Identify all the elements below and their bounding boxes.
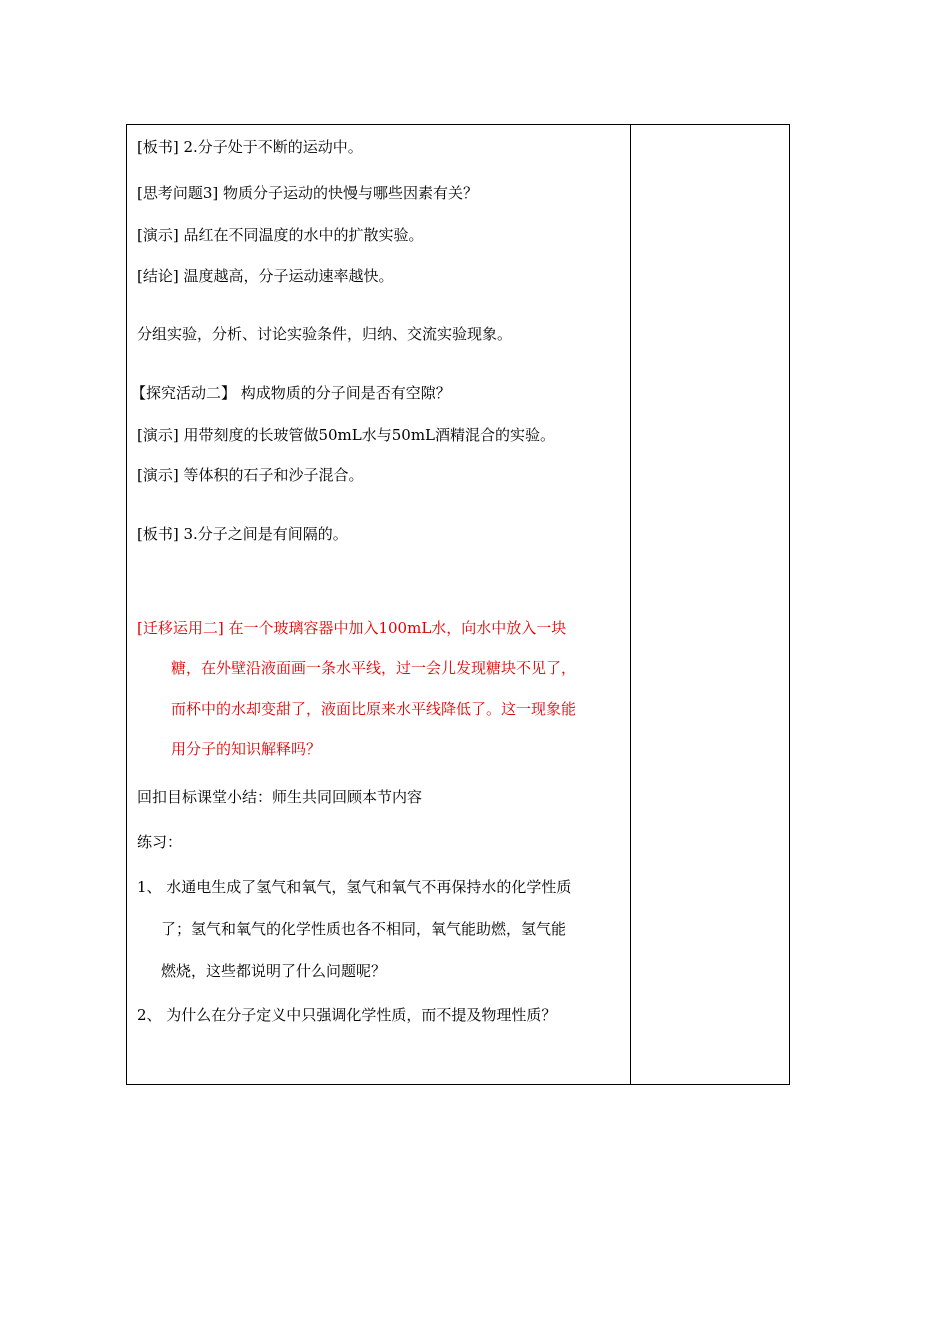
text-line: [板书] 2.分子处于不断的运动中。 bbox=[137, 138, 363, 156]
question-1-line: 燃烧，这些都说明了什么问题呢？ bbox=[161, 962, 387, 980]
column-divider bbox=[630, 125, 631, 1084]
summary-line: 回扣目标课堂小结：师生共同回顾本节内容 bbox=[137, 788, 423, 806]
text-line: [演示] 用带刻度的长玻管做50mL水与50mL酒精混合的实验。 bbox=[137, 426, 556, 444]
lesson-table bbox=[126, 124, 790, 1085]
transfer-line: 用分子的知识解释吗？ bbox=[171, 740, 322, 758]
transfer-line: [迁移运用二] 在一个玻璃容器中加入100mL水，向水中放入一块 bbox=[137, 619, 567, 637]
text-line: 【探究活动二】 构成物质的分子间是否有空隙？ bbox=[131, 384, 451, 402]
question-1-line: 1、 水通电生成了氢气和氧气，氢气和氧气不再保持水的化学性质 bbox=[137, 878, 572, 896]
question-1-line: 了；氢气和氧气的化学性质也各不相同，氧气能助燃，氢气能 bbox=[161, 920, 567, 938]
transfer-line: 而杯中的水却变甜了，液面比原来水平线降低了。这一现象能 bbox=[171, 700, 577, 718]
text-line: [结论] 温度越高，分子运动速率越快。 bbox=[137, 267, 394, 285]
text-line: 分组实验，分析、讨论实验条件，归纳、交流实验现象。 bbox=[137, 325, 513, 343]
practice-label: 练习： bbox=[137, 833, 183, 851]
transfer-line: 糖，在外壁沿液面画一条水平线，过一会儿发现糖块不见了， bbox=[171, 659, 577, 677]
text-line: [演示] 品红在不同温度的水中的扩散实验。 bbox=[137, 226, 424, 244]
text-line: [演示] 等体积的石子和沙子混合。 bbox=[137, 466, 364, 484]
text-line: [板书] 3.分子之间是有间隔的。 bbox=[137, 525, 348, 543]
text-line: [思考问题3] 物质分子运动的快慢与哪些因素有关？ bbox=[137, 184, 479, 202]
question-2-line: 2、 为什么在分子定义中只强调化学性质，而不提及物理性质？ bbox=[137, 1006, 557, 1024]
